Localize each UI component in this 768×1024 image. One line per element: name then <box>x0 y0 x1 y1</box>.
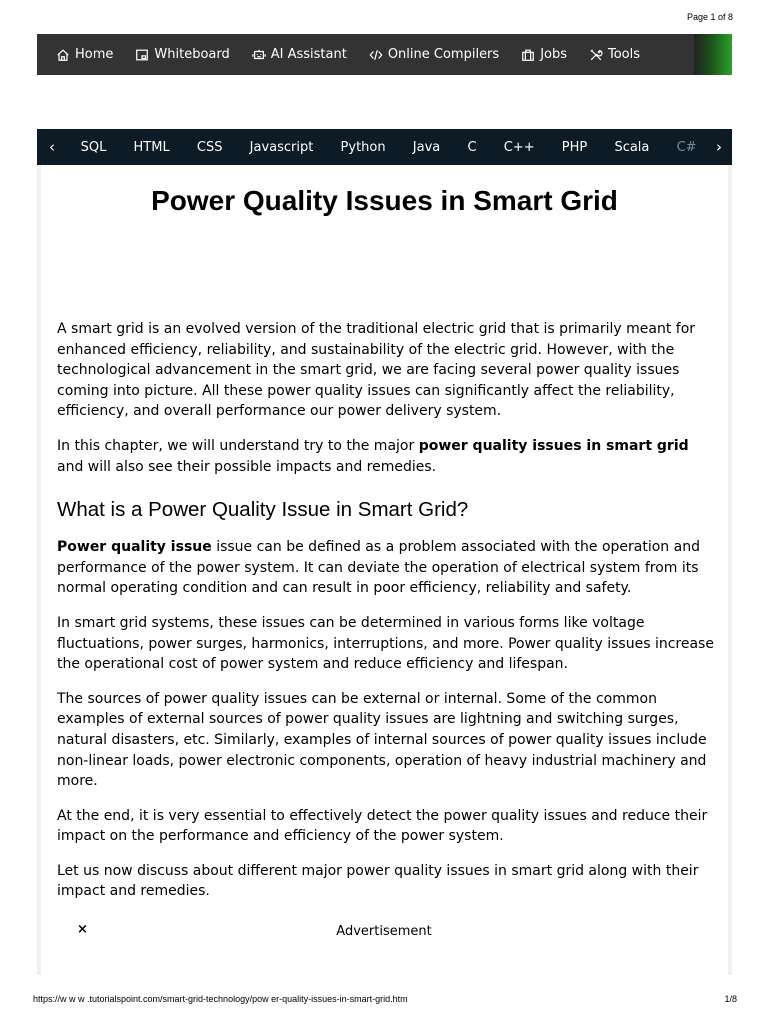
ai-assistant-icon <box>252 48 266 62</box>
print-footer-page: 1/8 <box>724 994 737 1004</box>
next-section-paragraph: Let us now discuss about different major power quality issues in smart grid along with their impact and remedies. <box>57 862 699 900</box>
lang-item-php[interactable]: PHP <box>561 139 588 155</box>
chapter-scope-text-end: and will also see their possible impacts and remedies. <box>57 458 437 475</box>
lang-item-sql[interactable]: SQL <box>80 139 107 155</box>
advertisement-label: Advertisement <box>336 924 432 939</box>
nav-home[interactable] <box>37 34 124 75</box>
lang-item-csharp[interactable]: C# <box>676 139 697 155</box>
lang-item-css[interactable]: CSS <box>196 139 223 155</box>
top-navigation-bar <box>37 34 732 75</box>
lang-item-scala[interactable]: Scala <box>614 139 650 155</box>
nav-overflow-edge <box>694 34 732 75</box>
section-heading: What is a Power Quality Issue in Smart Grid? <box>57 498 469 522</box>
chapter-scope-paragraph <box>57 436 717 477</box>
lang-item-cpp[interactable]: C++ <box>503 139 535 155</box>
tools-icon <box>589 48 603 62</box>
chapter-scope-emphasis: power quality issues in smart grid <box>418 437 689 454</box>
lang-item-html[interactable]: HTML <box>133 139 170 155</box>
definition-term: Power quality issue <box>57 539 212 556</box>
lang-item-c[interactable]: C <box>467 139 477 155</box>
language-navigation-bar <box>37 129 732 165</box>
lang-item-java[interactable]: Java <box>412 139 441 155</box>
home-icon <box>56 48 70 62</box>
conclusion-paragraph: At the end, it is very essential to effectively detect the power quality issues and reduce their impact on the performance and efficiency of the power system. <box>57 807 708 845</box>
whiteboard-icon <box>135 48 149 62</box>
article-body <box>57 319 717 916</box>
nav-online-compilers[interactable] <box>358 34 510 75</box>
print-page-indicator: Page 1 of 8 <box>686 12 733 22</box>
definition-paragraph <box>57 537 717 599</box>
nav-tools-label: Tools <box>608 47 641 62</box>
page-title: Power Quality Issues in Smart Grid <box>151 185 618 216</box>
nav-tools[interactable] <box>578 34 651 75</box>
chapter-scope-text-start: In this chapter, we will understand try to the major <box>57 437 419 454</box>
intro-paragraph: A smart grid is an evolved version of the traditional electric grid that is primarily meant for enhanced efficiency, reliability, and sustainability of the electric grid. However, with the technological advancement in the smart grid, we are facing several power quality issues coming into picture. All these power quality issues can significantly affect the reliability, efficiency, and overall performance our power delivery system. <box>57 321 696 420</box>
nav-jobs-label: Jobs <box>540 47 567 62</box>
sources-paragraph: The sources of power quality issues can be external or internal. Some of the common examples of external sources of power quality issues are lightning and switching surges, natural disasters, etc. Similarly, examples of internal sources of power quality issues include non-linear loads, power electronic components, operation of heavy industrial machinery and more. <box>57 690 707 790</box>
nav-ai-assistant[interactable] <box>241 34 358 75</box>
nav-online-compilers-label: Online Compilers <box>387 47 500 62</box>
nav-whiteboard[interactable] <box>124 34 240 75</box>
definition-text: issue can be defined as a problem associated with the operation and performance of the power system. It can deviate the operation of electrical system from its normal operating condition and can result in poor efficiency, reliability and safety. <box>57 539 700 597</box>
close-ad-icon[interactable]: × <box>77 922 88 937</box>
print-footer-url: https://w w w .tutorialspoint.com/smart-grid-technology/pow er-quality-issues-in-smart-grid.htm <box>33 994 408 1004</box>
lang-item-javascript[interactable]: Javascript <box>249 139 314 155</box>
forms-paragraph: In smart grid systems, these issues can be determined in various forms like voltage fluctuations, power surges, harmonics, interruptions, and more. Power quality issues increase the operational cost of power system and reduce efficiency and lifespan. <box>57 614 714 673</box>
lang-prev-arrow[interactable]: ‹ <box>37 129 67 165</box>
code-icon <box>369 48 383 62</box>
nav-whiteboard-label: Whiteboard <box>154 47 230 62</box>
lang-item-python[interactable]: Python <box>340 139 386 155</box>
nav-jobs[interactable] <box>510 34 578 75</box>
lang-next-arrow[interactable]: › <box>706 129 732 165</box>
nav-home-label: Home <box>75 47 114 62</box>
nav-ai-assistant-label: AI Assistant <box>270 47 347 62</box>
briefcase-icon <box>521 48 535 62</box>
